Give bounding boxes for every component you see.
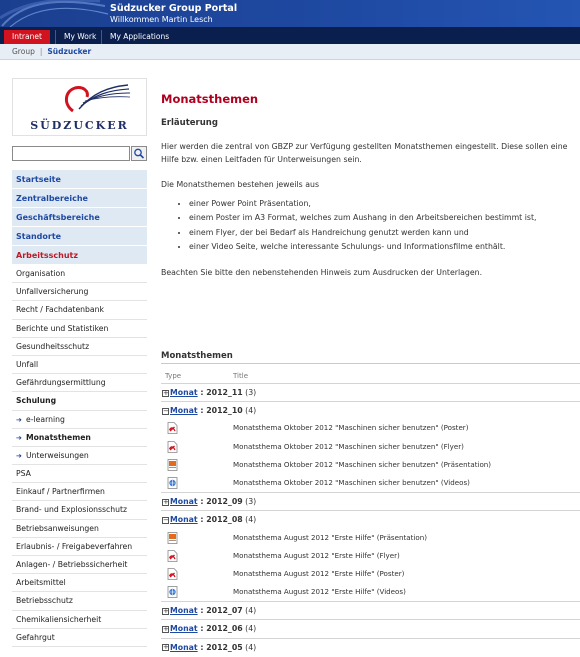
expand-icon[interactable]: + <box>163 388 169 397</box>
tab-my-work[interactable]: My Work <box>55 30 104 44</box>
collapse-icon[interactable]: − <box>163 515 169 524</box>
web-link-icon[interactable] <box>167 477 178 489</box>
count-text: (4) <box>245 624 257 634</box>
document-link[interactable]: Monatsthema August 2012 "Erste Hilfe" (Flyer) <box>233 550 400 560</box>
month-group-count <box>243 606 257 615</box>
month-group-value: 2012_07 <box>206 606 243 616</box>
month-group-sep: : <box>197 388 207 397</box>
month-group-sep: : <box>197 624 207 634</box>
documents-list <box>161 383 580 656</box>
expand-icon[interactable]: + <box>163 497 169 506</box>
tab-my-applications[interactable]: My Applications <box>101 30 177 44</box>
count-text: (4) <box>245 642 257 652</box>
document-row <box>161 529 580 547</box>
welcome-text: Willkommen Martin Lesch <box>110 15 213 24</box>
month-group-link[interactable]: Monat <box>170 642 198 652</box>
list-intro: Die Monatsthemen bestehen jeweils aus <box>161 180 320 189</box>
nav-item-e-learning[interactable] <box>12 411 147 429</box>
pdf-file-icon[interactable] <box>167 568 178 580</box>
intro-paragraph: Hier werden die zentral von GBZP zur Verfügung gestellten Monatsthemen eingestellt. Diese sollen eine Hilfe bzw. einen Leitfaden für Unterweisungen sein. <box>161 142 568 164</box>
nav-item-brandschutz[interactable]: Brand- und Explosionsschutz <box>12 501 147 519</box>
powerpoint-file-icon[interactable] <box>167 532 178 544</box>
count-text: (4) <box>245 606 257 616</box>
nav-item-anlagen[interactable]: Anlagen- / Betriebssicherheit <box>12 556 147 574</box>
pdf-file-icon[interactable] <box>167 441 178 453</box>
main-content <box>161 92 580 279</box>
search-button[interactable] <box>131 146 147 161</box>
nav-item-gesundheitsschutz[interactable]: Gesundheitsschutz <box>12 338 147 356</box>
month-group-sep: : <box>197 497 207 507</box>
list-item: • einer Video Seite, welche interessante Schulungs- und Informationsfilme enthält. <box>189 240 580 254</box>
month-group-value: 2012_09 <box>206 497 243 507</box>
pdf-file-icon[interactable] <box>167 422 178 434</box>
nav-item-monatsthemen[interactable] <box>12 429 147 447</box>
documents-column-header <box>161 369 580 383</box>
arrow-right-icon: ➔ <box>16 451 22 460</box>
nav-zentralbereiche[interactable]: Zentralbereiche <box>12 189 147 208</box>
tab-intranet[interactable]: Intranet <box>4 30 50 44</box>
nav-item-organisation[interactable]: Organisation <box>12 265 147 283</box>
list-item: • einem Flyer, der bei Bedarf als Handreichung genutzt werden kann und <box>189 226 580 240</box>
nav-item-unfall[interactable]: Unfall <box>12 356 147 374</box>
document-link[interactable]: Monatsthema Oktober 2012 "Maschinen sicher benutzen" (Präsentation) <box>233 459 492 469</box>
month-group-value: 2012_08 <box>206 515 243 525</box>
expand-icon[interactable]: + <box>163 606 169 615</box>
nav-item-gefaehrdungsermittlung[interactable]: Gefährdungsermittlung <box>12 374 147 392</box>
logo-wordmark: SÜDZUCKER <box>30 119 129 132</box>
list-item: • einer Power Point Präsentation, <box>189 197 580 211</box>
nav-item-gefahrgut[interactable]: Gefahrgut <box>12 629 147 647</box>
column-type[interactable]: Type <box>165 372 182 380</box>
document-link[interactable]: Monatsthema August 2012 "Erste Hilfe" (Präsentation) <box>233 532 427 542</box>
month-group-value: 2012_11 <box>206 388 243 397</box>
documents-title: Monatsthemen <box>161 351 580 364</box>
nav-standorte[interactable]: Standorte <box>12 227 147 246</box>
portal-header <box>0 0 580 27</box>
document-row <box>161 565 580 583</box>
month-group-row <box>161 492 580 510</box>
month-group-value: 2012_10 <box>206 406 243 416</box>
document-link[interactable]: Monatsthema August 2012 "Erste Hilfe" (Videos) <box>233 587 406 597</box>
month-group-sep: : <box>197 406 207 416</box>
pdf-file-icon[interactable] <box>167 550 178 562</box>
month-group-row <box>161 601 580 619</box>
nav-item-label: e-learning <box>26 414 65 424</box>
month-group-count <box>243 406 257 415</box>
month-group-count <box>243 497 257 506</box>
portal-swirl-logo <box>0 0 110 27</box>
month-group-row <box>161 401 580 419</box>
document-row <box>161 547 580 565</box>
nav-item-chemikaliensicherheit[interactable]: Chemikaliensicherheit <box>12 611 147 629</box>
month-group-link[interactable]: Monat <box>170 624 198 634</box>
month-group-row <box>161 510 580 528</box>
nav-arbeitsschutz[interactable]: Arbeitsschutz <box>12 246 147 265</box>
arrow-right-icon: ➔ <box>16 433 22 442</box>
component-list <box>189 197 580 254</box>
month-group-count <box>243 624 257 633</box>
count-text: (3) <box>245 497 257 507</box>
month-group-sep: : <box>197 606 207 616</box>
search-input[interactable] <box>12 146 130 161</box>
nav-item-unfallversicherung[interactable]: Unfallversicherung <box>12 283 147 301</box>
nav-item-psa[interactable]: PSA <box>12 465 147 483</box>
nav-item-erlaubnis[interactable]: Erlaubnis- / Freigabeverfahren <box>12 538 147 556</box>
document-link[interactable]: Monatsthema Oktober 2012 "Maschinen sicher benutzen" (Videos) <box>233 477 470 487</box>
month-group-link[interactable]: Monat <box>170 406 198 416</box>
document-row <box>161 583 580 601</box>
column-title[interactable]: Title <box>233 372 249 380</box>
month-group-link[interactable]: Monat <box>170 388 198 397</box>
breadcrumb-suedzucker[interactable]: Südzucker <box>47 47 92 56</box>
document-row <box>161 438 580 456</box>
nav-item-recht[interactable]: Recht / Fachdatenbank <box>12 301 147 319</box>
month-group-row <box>161 638 580 656</box>
month-group-value: 2012_05 <box>206 642 243 652</box>
nav-item-unterweisungen[interactable] <box>12 447 147 465</box>
left-navigation <box>12 170 147 647</box>
month-group-link[interactable]: Monat <box>170 497 198 507</box>
month-group-value: 2012_06 <box>206 624 243 634</box>
breadcrumb-separator: | <box>39 47 43 56</box>
count-text: (4) <box>245 406 257 416</box>
documents-section <box>161 351 580 364</box>
month-group-count <box>243 643 257 652</box>
nav-item-berichte[interactable]: Berichte und Statistiken <box>12 320 147 338</box>
nav-item-arbeitsmittel[interactable]: Arbeitsmittel <box>12 574 147 592</box>
nav-item-betriebsanweisungen[interactable]: Betriebsanweisungen <box>12 520 147 538</box>
count-text: (4) <box>245 515 257 525</box>
nav-item-einkauf[interactable]: Einkauf / Partnerfirmen <box>12 483 147 501</box>
breadcrumb-group[interactable]: Group <box>12 47 35 56</box>
nav-item-betriebsschutz[interactable]: Betriebsschutz <box>12 592 147 610</box>
nav-item-schulung[interactable]: Schulung <box>12 392 147 410</box>
document-row <box>161 474 580 492</box>
page-title: Monatsthemen <box>161 92 259 106</box>
list-item: • einem Poster im A3 Format, welches zum Aushang in den Arbeitsbereichen bestimmt ist, <box>189 211 580 225</box>
logo-swoosh-icon <box>13 79 148 119</box>
month-group-sep: : <box>197 515 207 525</box>
month-group-sep: : <box>197 642 207 652</box>
portal-title: Südzucker Group Portal <box>110 3 238 14</box>
web-link-icon[interactable] <box>167 586 178 598</box>
document-row <box>161 419 580 437</box>
month-group-row <box>161 383 580 401</box>
count-text: (3) <box>245 388 257 397</box>
collapse-icon[interactable]: − <box>163 406 169 415</box>
site-search <box>12 146 147 161</box>
nav-startseite[interactable]: Startseite <box>12 170 147 189</box>
month-group-link[interactable]: Monat <box>170 606 198 616</box>
search-icon <box>132 147 146 160</box>
section-heading: Erläuterung <box>161 118 218 128</box>
powerpoint-file-icon[interactable] <box>167 459 178 471</box>
print-note: Beachten Sie bitte den nebenstehenden Hinweis zum Ausdrucken der Unterlagen. <box>161 268 483 278</box>
nav-geschaeftsbereiche[interactable]: Geschäftsbereiche <box>12 208 147 227</box>
document-link[interactable]: Monatsthema August 2012 "Erste Hilfe" (Poster) <box>233 568 405 578</box>
nav-item-label: Unterweisungen <box>26 450 89 460</box>
document-link[interactable]: Monatsthema Oktober 2012 "Maschinen sicher benutzen" (Poster) <box>233 423 469 433</box>
month-group-count <box>243 515 257 524</box>
expand-icon[interactable]: + <box>163 624 169 633</box>
expand-icon[interactable]: + <box>163 643 169 652</box>
top-tab-bar <box>0 27 580 44</box>
document-link[interactable]: Monatsthema Oktober 2012 "Maschinen sicher benutzen" (Flyer) <box>233 441 464 451</box>
month-group-link[interactable]: Monat <box>170 515 198 525</box>
company-logo[interactable] <box>12 78 147 136</box>
arrow-right-icon: ➔ <box>16 415 22 424</box>
breadcrumb <box>0 44 580 60</box>
month-group-row <box>161 619 580 637</box>
nav-item-label: Monatsthemen <box>26 432 91 442</box>
document-row <box>161 456 580 474</box>
month-group-count <box>243 388 257 397</box>
